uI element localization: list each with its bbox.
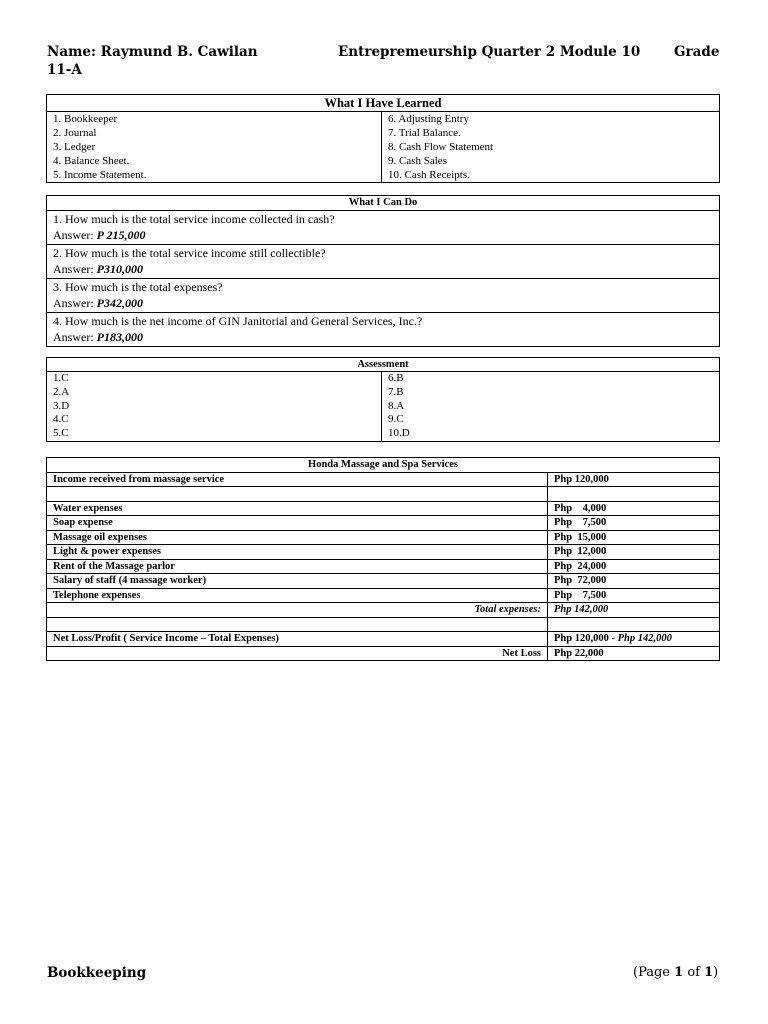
list-item: 4. Balance Sheet.	[53, 155, 130, 167]
expense-value: Php 15,000	[548, 530, 720, 545]
answer-value: P310,000	[96, 261, 144, 276]
expense-label: Rent of the Massage parlor	[47, 559, 548, 574]
net-label: Net Loss/Profit ( Service Income – Total Expenses)	[47, 632, 548, 647]
table-row	[47, 545, 720, 560]
list-item: 10. Cash Receipts.	[388, 169, 470, 181]
table-row	[47, 574, 720, 589]
question-row	[47, 279, 720, 313]
table-row	[47, 516, 720, 531]
page-indicator	[633, 965, 718, 980]
net-formula-expenses: Php 142,000	[617, 633, 672, 644]
page-open: (Page	[633, 965, 675, 980]
list-item: 9. Cash Sales	[388, 155, 447, 167]
income-statement-title: Honda Massage and Spa Services	[47, 458, 720, 473]
expense-value: Php 72,000	[548, 574, 720, 589]
expense-label: Salary of staff (4 massage worker)	[47, 574, 548, 589]
page-close: )	[713, 965, 719, 980]
answer-value: P342,000	[96, 295, 144, 310]
question-text: 3. How much is the total expenses?	[53, 280, 223, 294]
answer-value: P183,000	[96, 329, 144, 344]
net-loss-row	[47, 646, 720, 661]
expense-label: Soap expense	[47, 516, 548, 531]
list-item: 10.D	[388, 427, 410, 440]
assessment-table	[46, 357, 720, 442]
list-item: 1. Bookkeeper	[53, 113, 118, 125]
subject-title: Entrepremeurship Quarter 2 Module 10	[338, 44, 641, 60]
assessment-right-column	[382, 372, 720, 442]
student-name: Name: Raymund B. Cawilan	[47, 44, 258, 60]
list-item: 3. Ledger	[53, 141, 96, 153]
total-row	[47, 603, 720, 618]
list-item: 9.C	[388, 413, 404, 426]
net-loss-value: Php 22,000	[548, 646, 720, 661]
assessment-title: Assessment	[47, 358, 720, 372]
learned-right-column	[382, 112, 720, 183]
answer-label: Answer:	[53, 295, 94, 310]
expense-value: Php 7,500	[548, 588, 720, 603]
grade-label: Grade	[674, 44, 720, 60]
table-row	[47, 559, 720, 574]
expense-value: Php 4,000	[548, 501, 720, 516]
list-item: 6.B	[388, 372, 404, 384]
page-of: of	[683, 965, 705, 980]
list-item: 7.B	[388, 385, 404, 398]
net-row	[47, 632, 720, 647]
grade-value: 11-A	[47, 62, 82, 78]
expense-label: Massage oil expenses	[47, 530, 548, 545]
question-row	[47, 245, 720, 279]
can-do-title: What I Can Do	[47, 196, 720, 211]
expense-label: Light & power expenses	[47, 545, 548, 560]
expense-value: Php 12,000	[548, 545, 720, 560]
assessment-left-column	[47, 372, 382, 442]
list-item: 7. Trial Balance.	[388, 127, 461, 139]
blank-row	[47, 617, 720, 632]
question-text: 4. How much is the net income of GIN Janitorial and General Services, Inc.?	[53, 314, 423, 328]
list-item: 2.A	[53, 385, 70, 398]
blank-row	[47, 487, 720, 502]
list-item: 3.D	[53, 399, 70, 412]
net-loss-label: Net Loss	[47, 646, 548, 661]
expense-value: Php 24,000	[548, 559, 720, 574]
question-row	[47, 211, 720, 245]
expense-value: Php 7,500	[548, 516, 720, 531]
question-text: 2. How much is the total service income still collectible?	[53, 246, 326, 260]
table-row	[47, 588, 720, 603]
income-value: Php 120,000	[548, 472, 720, 487]
list-item: 8. Cash Flow Statement	[388, 141, 494, 153]
answer-label: Answer:	[53, 261, 94, 276]
net-formula	[548, 632, 720, 647]
learned-table	[46, 94, 720, 183]
list-item: 4.C	[53, 413, 69, 426]
table-row	[47, 472, 720, 487]
question-text: 1. How much is the total service income collected in cash?	[53, 212, 335, 226]
income-label: Income received from massage service	[47, 472, 548, 487]
learned-left-column	[47, 112, 382, 183]
list-item: 2. Journal	[53, 127, 97, 139]
table-row	[47, 501, 720, 516]
list-item: 6. Adjusting Entry	[388, 113, 469, 125]
answer-label: Answer:	[53, 329, 94, 344]
page-total: 1	[704, 965, 714, 980]
answer-value: P 215,000	[96, 227, 146, 242]
expense-label: Telephone expenses	[47, 588, 548, 603]
list-item: 5.C	[53, 427, 69, 440]
expense-label: Water expenses	[47, 501, 548, 516]
table-row	[47, 530, 720, 545]
can-do-table	[46, 195, 720, 347]
list-item: 8.A	[388, 399, 405, 412]
total-expenses-value: Php 142,000	[548, 603, 720, 618]
total-expenses-label: Total expenses:	[47, 603, 548, 618]
page-number: 1	[674, 965, 684, 980]
list-item: 1.C	[53, 372, 69, 384]
answer-label: Answer:	[53, 227, 94, 242]
income-statement-table	[46, 457, 720, 661]
net-formula-income: Php 120,000 -	[554, 633, 618, 644]
question-row	[47, 313, 720, 347]
footer-course: Bookkeeping	[47, 965, 147, 981]
list-item: 5. Income Statement.	[53, 169, 147, 181]
learned-title: What I Have Learned	[47, 95, 720, 112]
